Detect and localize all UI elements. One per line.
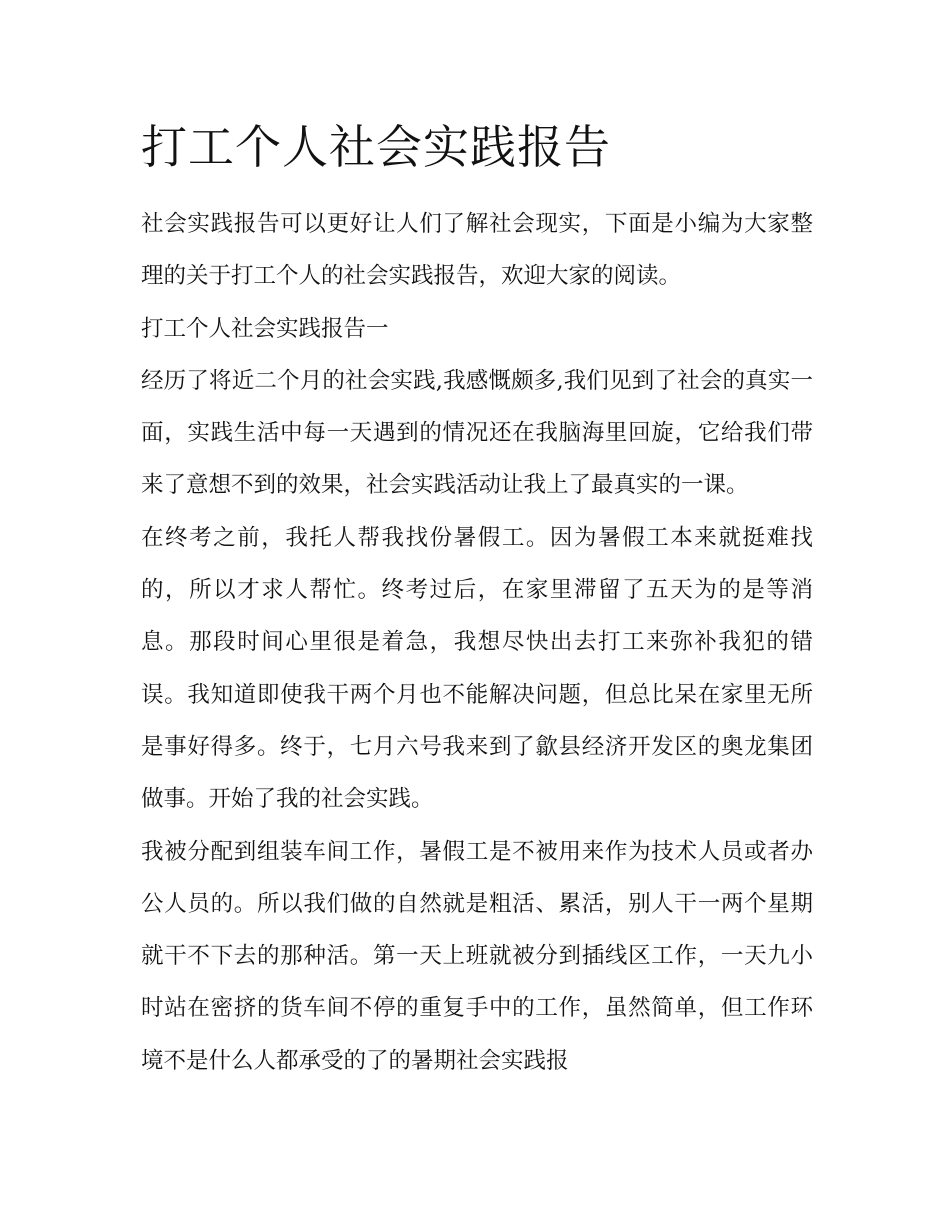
section-heading: 打工个人社会实践报告一: [141, 315, 389, 342]
body-paragraph: 经历了将近二个月的社会实践,我感慨颇多,我们见到了社会的真实一面，实践生活中每一天遇到的情况还在我脑海里回旋，它给我们带来了意想不到的效果，社会实践活动让我上了最真实的一课。: [141, 367, 813, 499]
document-title: 打工个人社会实践报告: [141, 120, 611, 174]
document-body: [141, 198, 813, 1087]
body-paragraph: 我被分配到组装车间工作，暑假工是不被用来作为技术人员或者办公人员的。所以我们做的自然就是粗活、累活，别人干一两个星期就干不下去的那种活。第一天上班就被分到插线区工作，一天九小时站在密挤的货车间不停的重复手中的工作，虽然简单，但工作环境不是什么人都承受的了的暑期社会实践报: [141, 838, 813, 1074]
body-paragraph: 在终考之前，我托人帮我找份暑假工。因为暑假工本来就挺难找的，所以才求人帮忙。终考过后，在家里滞留了五天为的是等消息。那段时间心里很是着急，我想尽快出去打工来弥补我犯的错误。我知道即使我干两个月也不能解决问题，但总比呆在家里无所是事好得多。终于，七月六号我来到了歙县经济开发区的奥龙集团做事。开始了我的社会实践。: [141, 524, 813, 813]
document-content: [141, 112, 813, 1087]
intro-paragraph: 社会实践报告可以更好让人们了解社会现实，下面是小编为大家整理的关于打工个人的社会实践报告，欢迎大家的阅读。: [141, 211, 813, 290]
